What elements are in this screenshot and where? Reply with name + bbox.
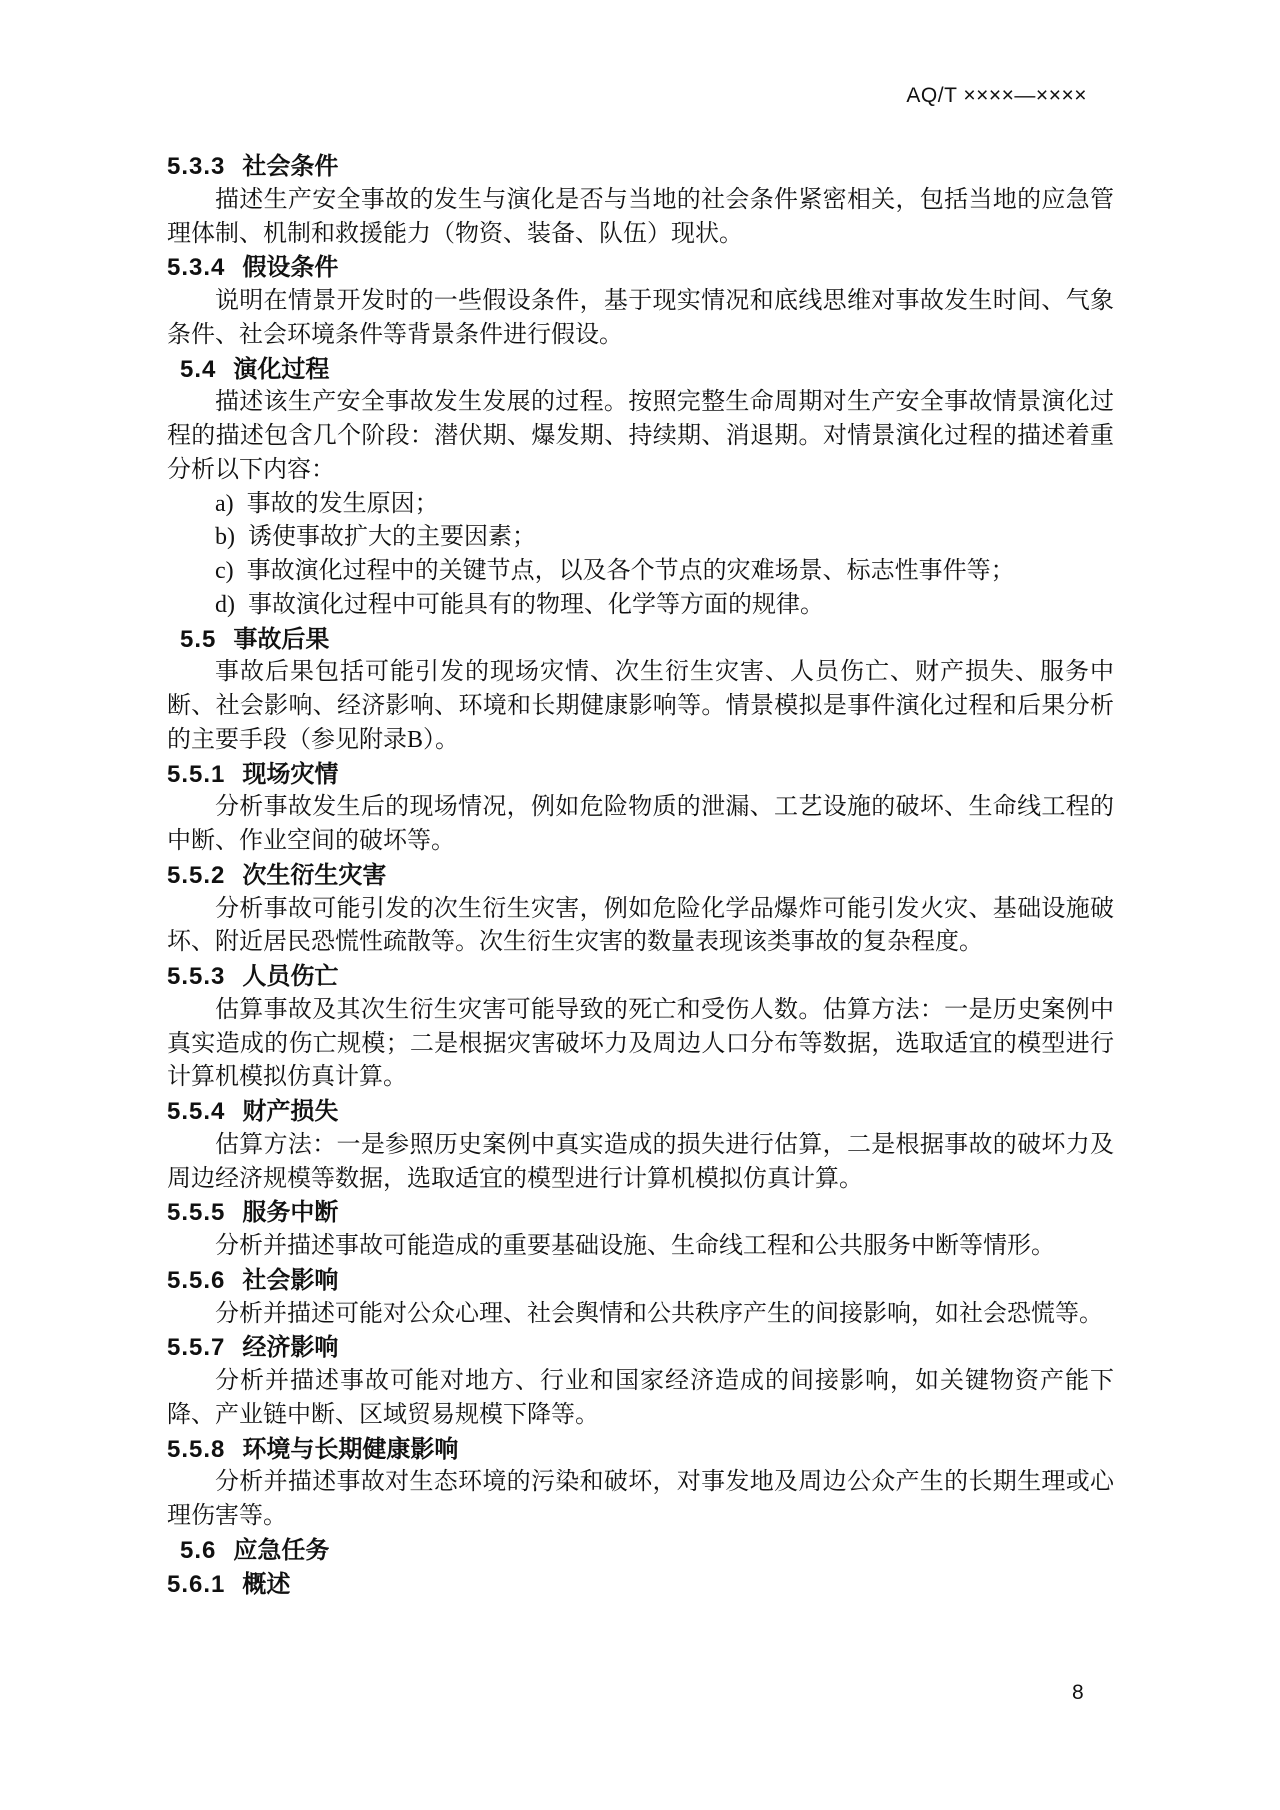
- section-number: 5.3.4: [167, 254, 226, 282]
- section-heading-5-5-4: [167, 1095, 1114, 1129]
- section-title: 演化过程: [233, 355, 330, 383]
- section-number: 5.5.6: [167, 1266, 226, 1294]
- paragraph: 估算方法：一是参照历史案例中真实造成的损失进行估算，二是根据事故的破坏力及周边经济规模等数据，选取适宜的模型进行计算机模拟仿真计算。: [167, 1131, 1114, 1192]
- section-number: 5.6: [180, 1536, 217, 1564]
- section-heading-5-5-5: [167, 1196, 1114, 1230]
- section-heading-5-5-2: [167, 859, 1114, 893]
- section-number: 5.6.1: [167, 1570, 226, 1598]
- section-number: 5.4: [180, 355, 217, 383]
- list-item-b: [215, 521, 1114, 555]
- section-heading-5-4: [167, 353, 1114, 387]
- paragraph: 分析并描述可能对公众心理、社会舆情和公共秩序产生的间接影响，如社会恐慌等。: [215, 1300, 1103, 1327]
- section-number: 5.5: [180, 625, 217, 653]
- section-number: 5.5.2: [167, 861, 226, 889]
- page-content: [167, 150, 1114, 1601]
- paragraph: 分析并描述事故可能对地方、行业和国家经济造成的间接影响，如关键物资产能下降、产业链中断、区域贸易规模下降等。: [167, 1368, 1114, 1428]
- section-title: 社会影响: [242, 1266, 339, 1294]
- section-number: 5.5.4: [167, 1098, 226, 1125]
- paragraph: 事故后果包括可能引发的现场灾情、次生衍生灾害、人员伤亡、财产损失、服务中断、社会影响、经济影响、环境和长期健康影响等。情景模拟是事件演化过程和后果分析的主要手段（参见附录B）。: [167, 659, 1114, 753]
- section-heading-5-6-1: [167, 1568, 1114, 1602]
- section-title: 事故后果: [233, 625, 330, 653]
- section-heading-5-5-1: [167, 758, 1114, 792]
- section-title: 社会条件: [242, 153, 339, 180]
- section-number: 5.5.7: [167, 1334, 226, 1362]
- section-title: 概述: [242, 1570, 291, 1598]
- section-title: 环境与长期健康影响: [242, 1435, 459, 1463]
- page-number: 8: [1072, 1681, 1084, 1704]
- section-title: 经济影响: [242, 1334, 339, 1362]
- list-item-text: 事故演化过程中可能具有的物理、化学等方面的规律。: [248, 591, 824, 618]
- section-title: 现场灾情: [242, 760, 339, 788]
- list-marker: d): [215, 591, 235, 618]
- paragraph: 描述生产安全事故的发生与演化是否与当地的社会条件紧密相关，包括当地的应急管理体制、机制和救援能力（物资、装备、队伍）现状。: [167, 186, 1114, 247]
- section-title: 应急任务: [233, 1536, 330, 1564]
- list-item-c: [215, 555, 1114, 589]
- running-header: [167, 84, 1087, 108]
- list-marker: a): [215, 490, 234, 517]
- section-number: 5.5.8: [167, 1435, 226, 1463]
- list-item-a: [215, 488, 1114, 522]
- list-marker: c): [215, 558, 234, 584]
- section-number: 5.5.5: [167, 1199, 226, 1227]
- section-title: 人员伤亡: [242, 963, 339, 990]
- paragraph: 分析并描述事故可能造成的重要基础设施、生命线工程和公共服务中断等情形。: [215, 1233, 1055, 1259]
- section-title: 次生衍生灾害: [242, 861, 387, 889]
- section-heading-5-5-8: [167, 1433, 1114, 1467]
- section-number: 5.5.1: [167, 760, 226, 788]
- list-item-text: 事故的发生原因；: [246, 490, 439, 517]
- section-title: 假设条件: [242, 254, 339, 282]
- section-heading-5-5-3: [167, 960, 1114, 994]
- ordered-letter-list: [167, 488, 1114, 623]
- section-title: 服务中断: [242, 1199, 339, 1227]
- section-heading-5-3-4: [167, 251, 1114, 285]
- paragraph: 描述该生产安全事故发生发展的过程。按照完整生命周期对生产安全事故情景演化过程的描述包含几个阶段：潜伏期、爆发期、持续期、消退期。对情景演化过程的描述着重分析以下内容：: [167, 389, 1114, 483]
- list-item-text: 事故演化过程中的关键节点，以及各个节点的灾难场景、标志性事件等；: [246, 558, 1015, 584]
- section-heading-5-5-7: [167, 1331, 1114, 1365]
- list-marker: b): [215, 524, 235, 551]
- doc-code: AQ/T ××××—××××: [906, 84, 1087, 107]
- paragraph: 分析事故可能引发的次生衍生灾害，例如危险化学品爆炸可能引发火灾、基础设施破坏、附近居民恐慌性疏散等。次生衍生灾害的数量表现该类事故的复杂程度。: [167, 895, 1114, 956]
- section-number: 5.5.3: [167, 963, 226, 990]
- section-heading-5-6: [167, 1534, 1114, 1568]
- paragraph: 估算事故及其次生衍生灾害可能导致的死亡和受伤人数。估算方法：一是历史案例中真实造成的伤亡规模；二是根据灾害破坏力及周边人口分布等数据，选取适宜的模型进行计算机模拟仿真计算。: [167, 996, 1114, 1091]
- paragraph: 分析事故发生后的现场情况，例如危险物质的泄漏、工艺设施的破坏、生命线工程的中断、作业空间的破坏等。: [167, 794, 1114, 854]
- section-heading-5-5-6: [167, 1264, 1114, 1298]
- section-heading-5-5: [167, 623, 1114, 657]
- list-item-text: 诱使事故扩大的主要因素；: [248, 524, 536, 551]
- paragraph: 分析并描述事故对生态环境的污染和破坏，对事发地及周边公众产生的长期生理或心理伤害等。: [167, 1469, 1114, 1529]
- paragraph: 说明在情景开发时的一些假设条件，基于现实情况和底线思维对事故发生时间、气象条件、社会环境条件等背景条件进行假设。: [167, 288, 1114, 348]
- list-item-d: [215, 589, 1114, 623]
- section-heading-5-3-3: [167, 150, 1114, 184]
- section-number: 5.3.3: [167, 153, 226, 180]
- section-title: 财产损失: [242, 1098, 339, 1125]
